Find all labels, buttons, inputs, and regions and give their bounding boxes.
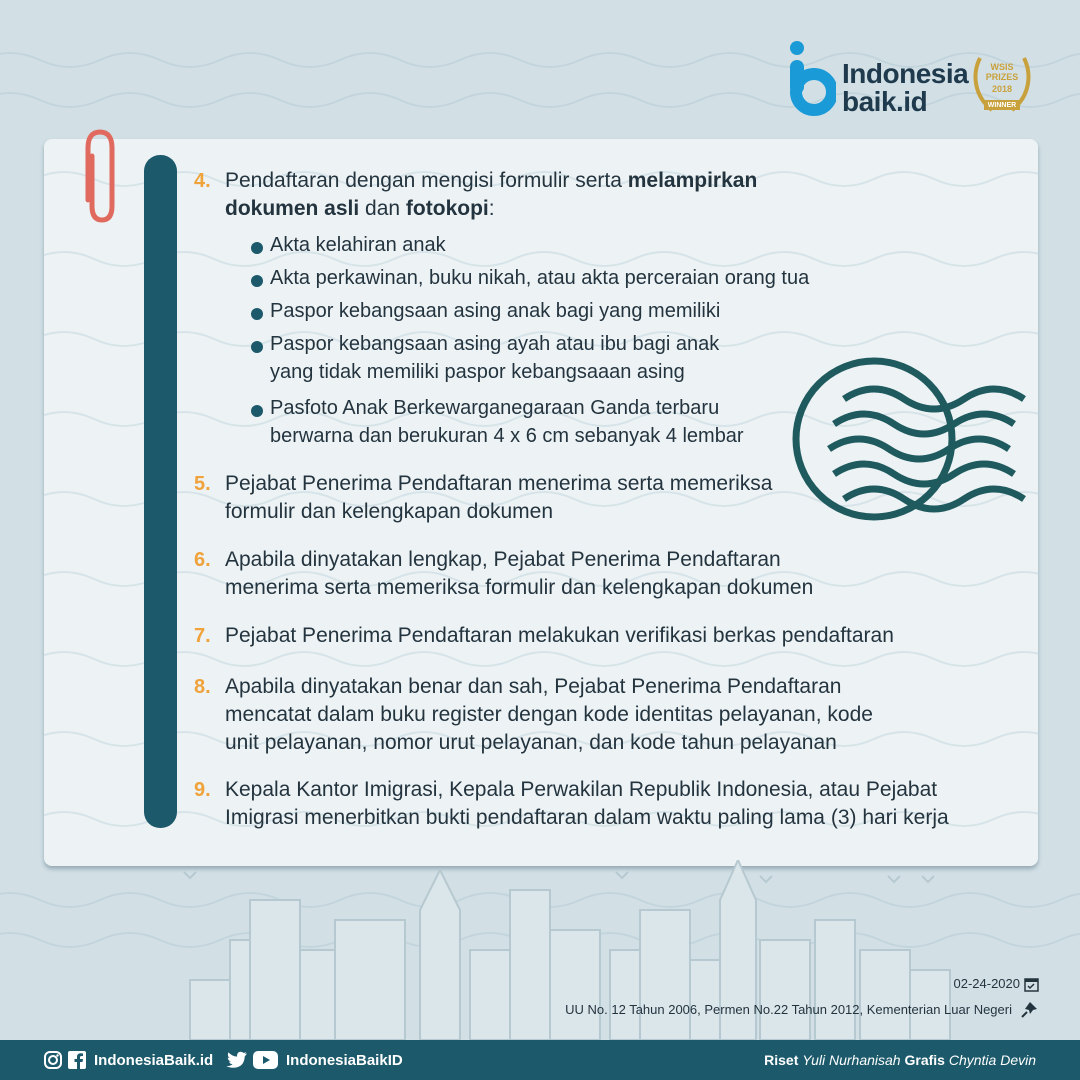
step-text-line: Kepala Kantor Imigrasi, Kepala Perwakilan Republik Indonesia, atau Pejabat: [225, 778, 938, 801]
list-item-text: Akta perkawinan, buku nikah, atau akta perceraian orang tua: [270, 267, 810, 289]
step-number: 6.: [194, 549, 211, 571]
list-item-text: Pasfoto Anak Berkewarganegaraan Ganda terbaru: [270, 397, 720, 419]
step-text-line: menerima serta memeriksa formulir dan kelengkapan dokumen: [225, 576, 814, 599]
footer-bar: [0, 1040, 1080, 1080]
list-item: [251, 297, 720, 325]
step-text: [225, 776, 949, 832]
winner-label: WINNER: [987, 102, 1017, 109]
list-item: [251, 330, 719, 386]
step-text: [225, 470, 772, 526]
facebook-icon[interactable]: [68, 1051, 86, 1069]
step-text: [225, 167, 757, 223]
wsis-label: WSIS: [990, 62, 1014, 72]
list-item: [251, 231, 446, 259]
source-citation: UU No. 12 Tahun 2006, Permen No.22 Tahun 2012, Kementerian Luar Negeri: [565, 1002, 1012, 1017]
step-text-line: unit pelayanan, nomor urut pelayanan, dan kode tahun pelayanan: [225, 731, 837, 754]
step-text: [225, 546, 813, 602]
brand-name-line2: baik.id: [842, 86, 928, 117]
riset-label: Riset: [764, 1052, 799, 1068]
brand-logo: [788, 40, 1038, 120]
prizes-label: PRIZES: [985, 72, 1019, 82]
step-number: 7.: [194, 625, 211, 647]
step-number: 8.: [194, 676, 211, 698]
paperclip-icon: [80, 126, 120, 226]
list-item-text: Paspor kebangsaan asing anak bagi yang memiliki: [270, 300, 721, 322]
step-text: [225, 673, 873, 757]
credits: [764, 1052, 1036, 1068]
step-text-part: Pendaftaran dengan mengisi formulir serta: [225, 169, 628, 192]
social-handle-instagram-facebook[interactable]: IndonesiaBaik.id: [94, 1052, 214, 1069]
calendar-icon: [1024, 977, 1039, 992]
list-item: [251, 264, 809, 292]
postmark-stamp-icon: [784, 339, 1038, 579]
step-text-line: Pejabat Penerima Pendaftaran menerima serta memeriksa: [225, 472, 773, 495]
step-number: 5.: [194, 473, 211, 495]
step-text-bold: dokumen asli: [225, 197, 360, 220]
step-text-part: :: [488, 197, 495, 220]
step-text-line: Apabila dinyatakan benar dan sah, Pejabat Penerima Pendaftaran: [225, 675, 842, 698]
publish-date: 02-24-2020: [953, 976, 1020, 991]
indonesiabaik-logo-icon: [788, 40, 836, 116]
step-text-bold: fotokopi: [405, 197, 489, 220]
step-number: 9.: [194, 779, 211, 801]
step-text-line: Apabila dinyatakan lengkap, Pejabat Penerima Pendaftaran: [225, 548, 781, 571]
step-text-line: formulir dan kelengkapan dokumen: [225, 500, 554, 523]
wsis-award-badge: [970, 44, 1034, 120]
list-item-text: Paspor kebangsaan asing ayah atau ibu bagi anak: [270, 333, 720, 355]
pushpin-icon: [1021, 1001, 1038, 1018]
step-text-line: Pejabat Penerima Pendaftaran melakukan verifikasi berkas pendaftaran: [225, 624, 894, 647]
list-item-text: yang tidak memiliki paspor kebangsaaan asing: [270, 361, 685, 383]
brand-name: [842, 60, 968, 116]
brand-name-line1: Indonesia: [842, 58, 969, 89]
award-year: 2018: [991, 84, 1013, 94]
list-item: [251, 394, 744, 450]
instagram-icon[interactable]: [44, 1051, 62, 1069]
social-handle-twitter-youtube[interactable]: IndonesiaBaikID: [286, 1052, 403, 1069]
riset-name: Yuli Nurhanisah: [802, 1052, 901, 1068]
accent-side-bar: [144, 155, 177, 828]
step-number: 4.: [194, 170, 211, 192]
step-text-line: mencatat dalam buku register dengan kode identitas pelayanan, kode: [225, 703, 873, 726]
twitter-icon[interactable]: [226, 1051, 248, 1069]
grafis-name: Chyntia Devin: [948, 1052, 1036, 1068]
grafis-label: Grafis: [904, 1052, 945, 1068]
step-text-line: Imigrasi menerbitkan bukti pendaftaran dalam waktu paling lama (3) hari kerja: [225, 806, 949, 829]
step-text-bold: melampirkan: [627, 169, 758, 192]
list-item-text: berwarna dan berukuran 4 x 6 cm sebanyak 4 lembar: [270, 425, 744, 447]
content-card: [44, 139, 1038, 866]
youtube-icon[interactable]: [253, 1051, 278, 1069]
step-text-part: dan: [359, 197, 406, 220]
step-text: [225, 622, 894, 650]
list-item-text: Akta kelahiran anak: [270, 234, 446, 256]
